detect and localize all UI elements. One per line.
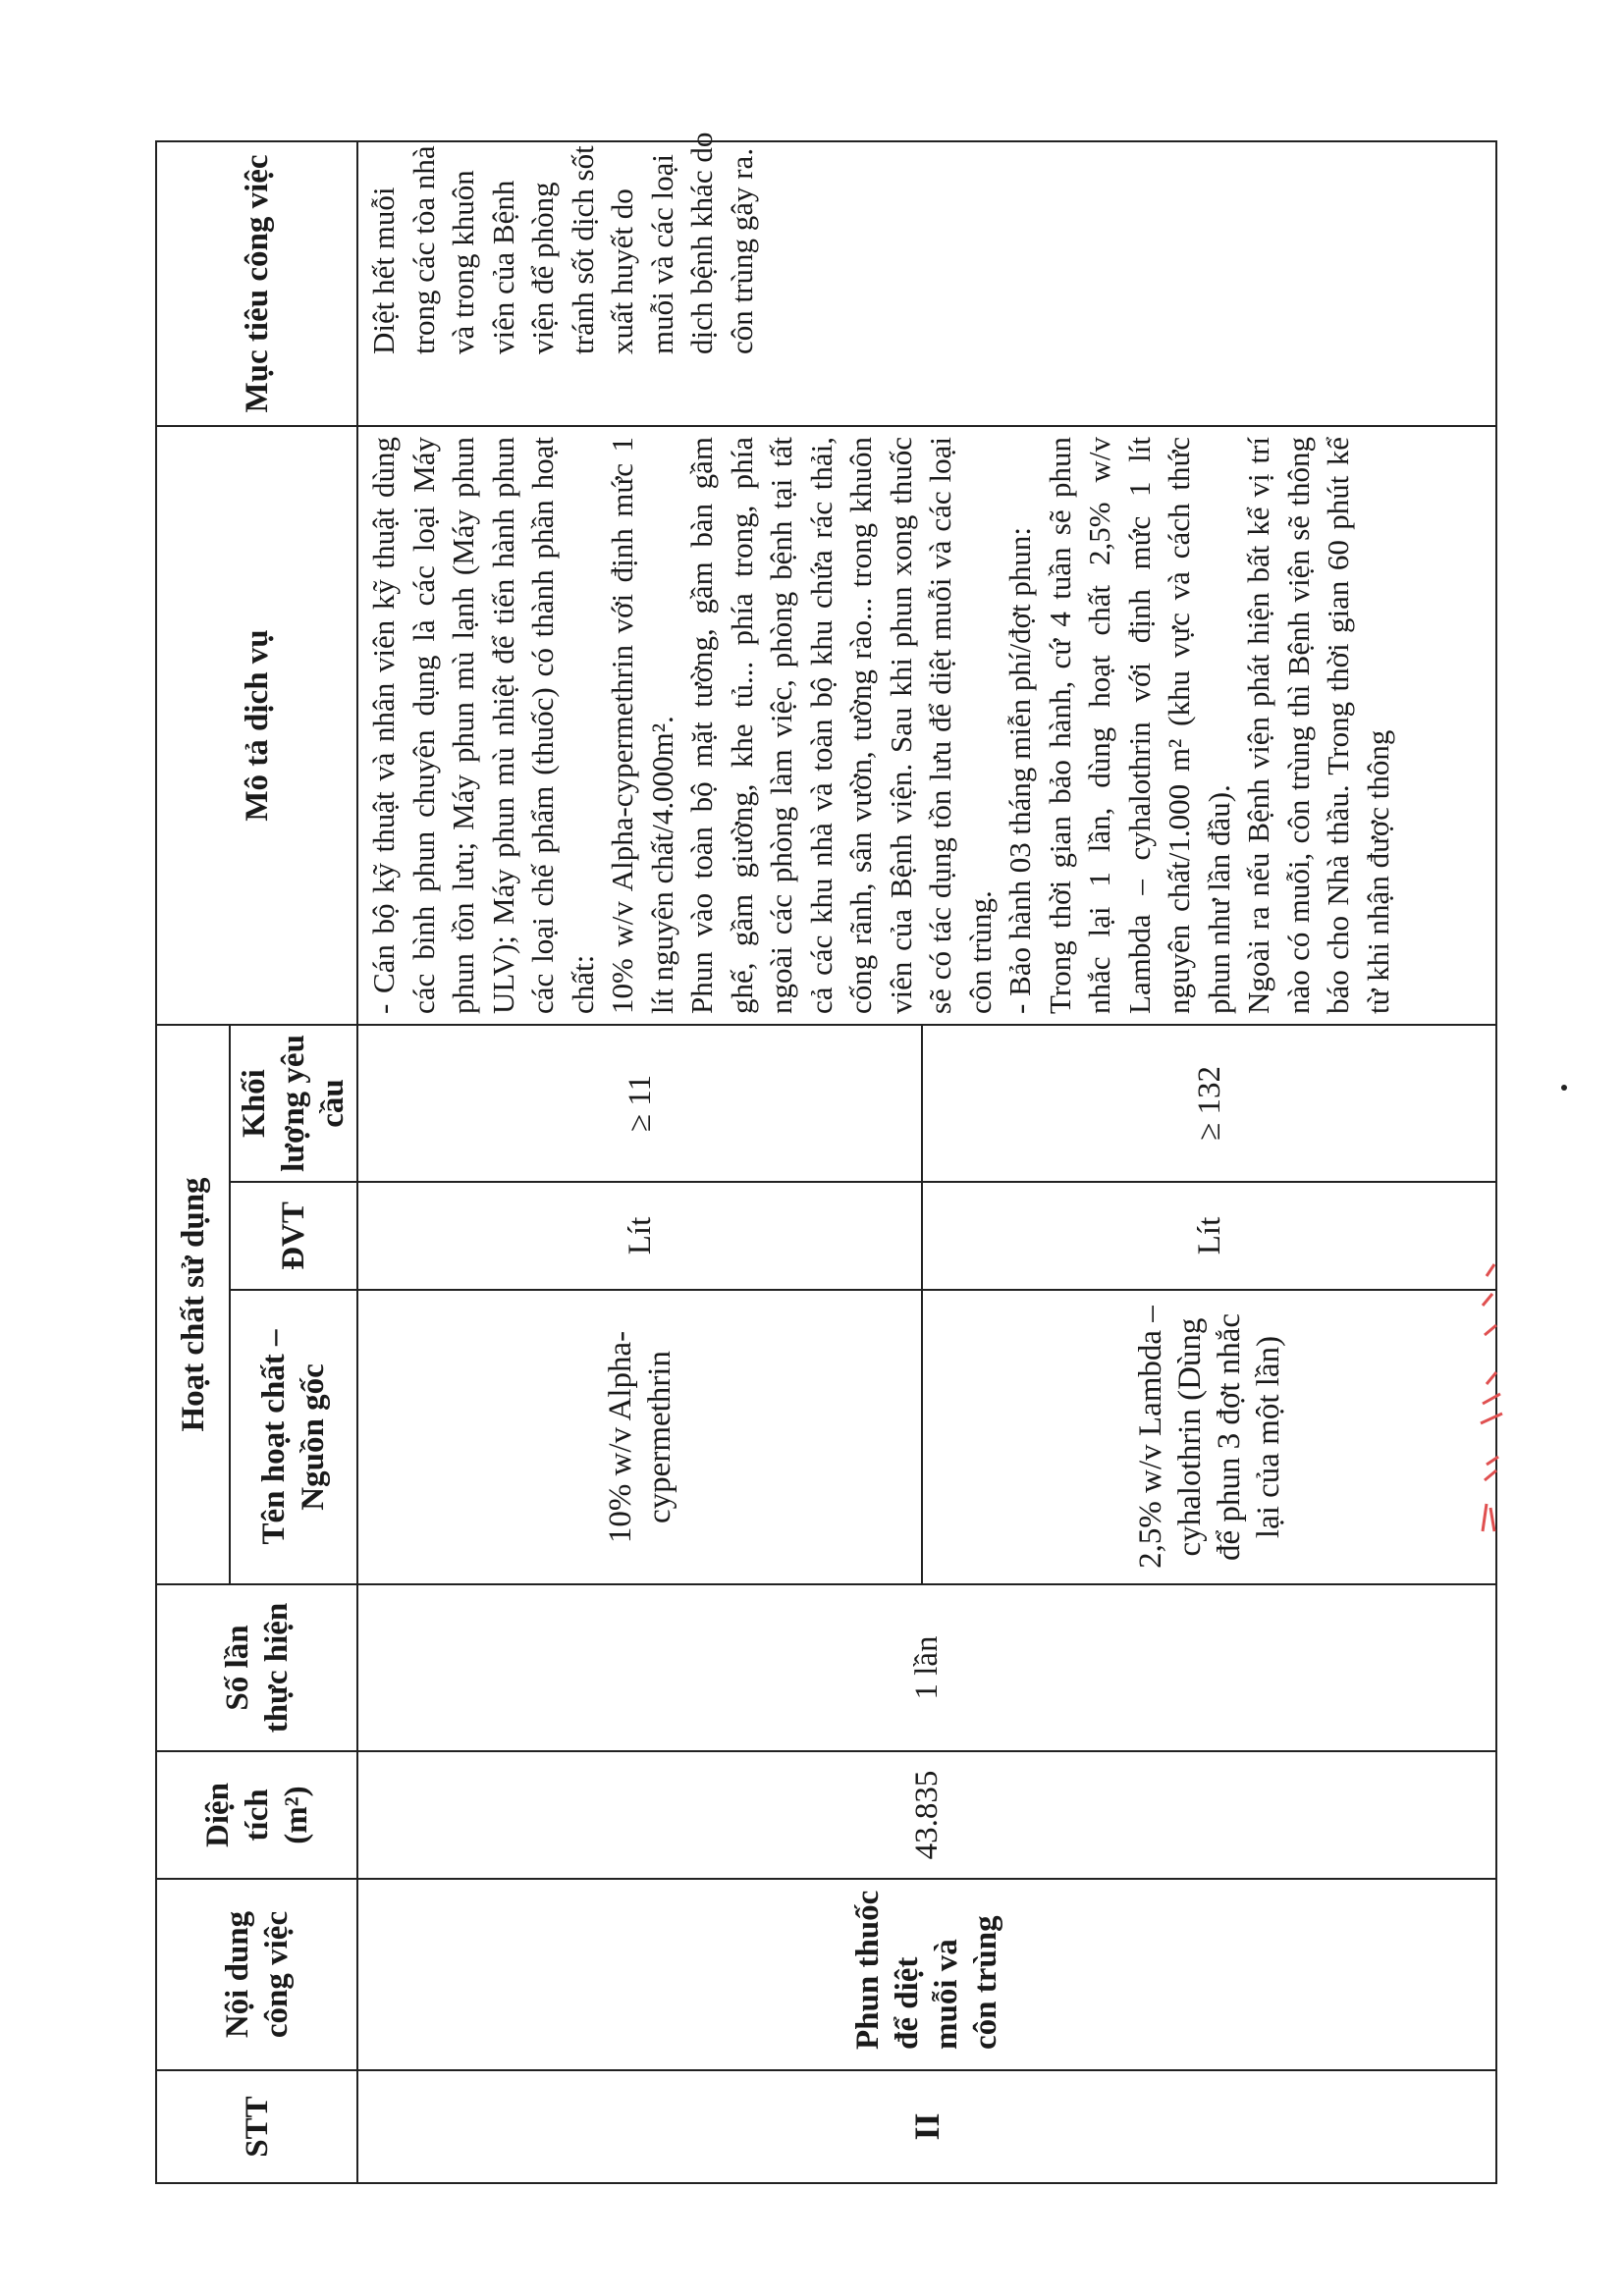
header-hoat-chat-group: Hoạt chất sử dụng [156, 1025, 230, 1584]
row-so-lan: 1 lần [357, 1584, 1496, 1751]
scan-speck [1561, 1085, 1567, 1091]
rotated-table-wrapper [155, 132, 1461, 2184]
service-table [155, 132, 1497, 2184]
chemical-1-unit: Lít [357, 1182, 922, 1290]
chemical-2-unit: Lít [922, 1182, 1496, 1290]
description-paragraph-2: 10% w/v Alpha-cypermethrin với định mức 1 lít nguyên chất/4.000m². [605, 436, 679, 1014]
goal-cell [357, 132, 1496, 426]
header-dien-tich: Diện tích (m²) [156, 1751, 357, 1879]
goal-text: Diệt hết muỗi trong các tòa nhà và trong khuôn viên của Bệnh viện để phòng tránh sốt dịch sốt xuất huyết do muỗi và các loại dịch bệnh khác do côn trùng gây ra. [366, 132, 759, 354]
header-so-lan: Số lần thực hiện [156, 1584, 357, 1751]
header-stt: STT [156, 2070, 357, 2183]
description-paragraph-1: - Cán bộ kỹ thuật và nhân viên kỹ thuật dùng các bình phun chuyên dụng là các loại Máy phun tồn lưu; Máy phun mù lạnh (Máy phun ULV); Máy phun mù nhiệt để tiến hành phun các loại chế phẩm (thuốc) có thành phần hoạt chất: [366, 436, 600, 1014]
service-description [357, 426, 1496, 1025]
row-noi-dung: Phun thuốc để diệt muỗi và côn trùng [357, 1879, 1496, 2070]
chemical-2-quantity: ≥ 132 [922, 1025, 1496, 1182]
row-stt: II [357, 2070, 1496, 2183]
header-khoi-luong: Khối lượng yêu cầu [230, 1025, 357, 1182]
chemical-1-name: 10% w/v Alpha-cypermethrin [357, 1290, 922, 1584]
header-dvt: ĐVT [230, 1182, 357, 1290]
chemical-2-name: 2,5% w/v Lambda – cyhalothrin (Dùng để phun 3 đợt nhắc lại của một lần) [922, 1290, 1496, 1584]
description-paragraph-3: Phun vào toàn bộ mặt tường, gầm bàn gầm ghế, gầm giường, khe tủ... phía trong, phía ngoài các phòng làm việc, phòng bệnh tại tất cả các khu nhà và toàn bộ khu chứa rác thải, cống rãnh, sân vườn, tường rào... trong khuôn viên của Bệnh viện. Sau khi phun xong thuốc sẽ có tác dụng tồn lưu để diệt muỗi và các loại côn trùng. [684, 436, 998, 1014]
header-noi-dung: Nội dung công việc [156, 1879, 357, 2070]
header-mo-ta: Mô tả dịch vụ [156, 426, 357, 1025]
description-paragraph-6: Ngoài ra nếu Bệnh viện phát hiện bất kể vị trí nào có muỗi, côn trùng thì Bệnh viện sẽ thông báo cho Nhà thầu. Trong thời gian 60 phút kể từ khi nhận được thông [1241, 436, 1395, 1014]
description-paragraph-5: Trong thời gian bảo hành, cứ 4 tuần sẽ phun nhắc lại 1 lần, dùng hoạt chất 2,5% w/v Lambda – cyhalothrin với định mức 1 lít nguyên chất/1.000 m² (khu vực và cách thức phun như lần đầu). [1042, 436, 1236, 1014]
red-stamp-fragment-icon [1473, 1247, 1512, 1541]
header-muc-tieu: Mục tiêu công việc [156, 141, 357, 426]
header-ten-hoat-chat: Tên hoạt chất – Nguồn gốc [230, 1290, 357, 1584]
row-dien-tich: 43.835 [357, 1751, 1496, 1879]
chemical-1-quantity: ≥ 11 [357, 1025, 922, 1182]
description-paragraph-4: - Bảo hành 03 tháng miễn phí/đợt phun: [1002, 526, 1037, 1014]
